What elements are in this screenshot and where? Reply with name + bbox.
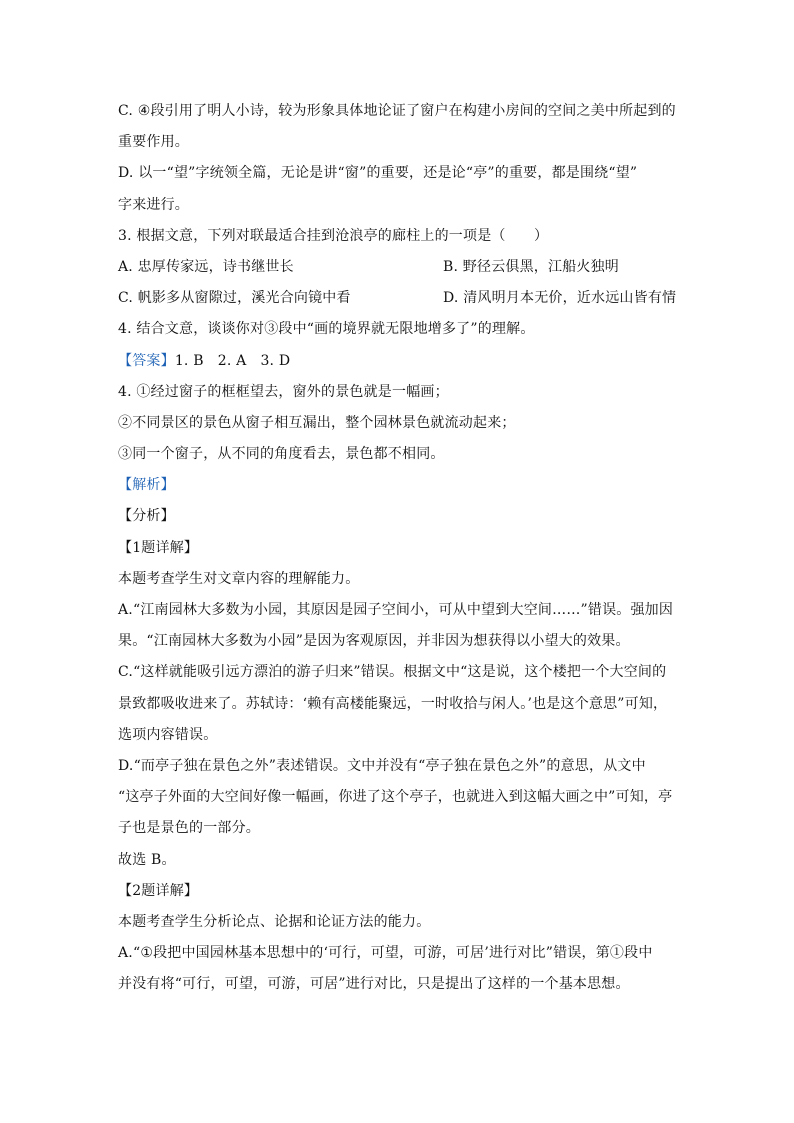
q1-option-c-line1: C. ④段引用了明人小诗，较为形象具体地论证了窗户在构建小房间的空间之美中所起到的 (118, 103, 676, 119)
q1-choice: 故选 B。 (118, 851, 176, 868)
q1-detail-a-line1: A.“江南园林大多数为小园，其原因是园子空间小，可从中望到大空间……”错误。强加因 (118, 602, 674, 618)
q1-detail-c-line1: C.“这样就能吸引远方漂泊的游子归来”错误。根据文中“这是说，这个楼把一个大空间的 (118, 664, 667, 681)
answer-2: 2. A (217, 352, 247, 369)
q1-option-d-line2: 字来进行。 (118, 196, 189, 213)
q3-option-c: C. 帆影多从窗隙过，溪光合向镜中看 (118, 290, 351, 307)
q3-stem: 3. 根据文意，下列对联最适合挂到沧浪亭的廊柱上的一项是（ ） (118, 227, 549, 244)
answer-4-line1: 4. ①经过窗子的框框望去，窗外的景色就是一幅画； (118, 383, 449, 400)
q1-option-d-line1: D. 以一“望”字统领全篇，无论是讲“窗”的重要，还是论“亭”的重要，都是围绕“望” (118, 165, 638, 182)
q1-detail-a-line2: 果。“江南园林大多数为小园”是因为客观原因，并非因为想获得以小望大的效果。 (118, 633, 630, 650)
q1-detail-intro: 本题考查学生对文章内容的理解能力。 (118, 570, 360, 587)
q3-options-row-1 (118, 252, 678, 283)
answer-1: 1. B (174, 352, 204, 369)
q3-option-b: B. 野径云俱黑，江船火独明 (443, 258, 619, 275)
q1-detail-d-line3: 子也是景色的一部分。 (118, 820, 260, 837)
analysis-fenxi-tag: 【分析】 (118, 508, 175, 525)
document-page (118, 96, 678, 1000)
q1-detail-d-line2: “这亭子外面的大空间好像一幅画，你进了这个亭子，也就进入到这幅大画之中”可知，亭 (118, 789, 673, 806)
analysis-tag: 【解析】 (118, 477, 175, 494)
q4-stem: 4. 结合文意，谈谈你对③段中“画的境界就无限地增多了”的理解。 (118, 321, 535, 338)
q2-detail-a-line2: 并没有将“可行，可望，可游，可居”进行对比，只是提出了这样的一个基本思想。 (118, 976, 630, 993)
answer-4-line2: ②不同景区的景色从窗子相互漏出，整个园林景色就流动起来； (118, 414, 516, 431)
q2-detail-a-line1: A.“①段把中国园林基本思想中的‘可行，可望，可游，可居’进行对比”错误，第①段中 (118, 945, 653, 962)
answer-tag: 【答案】 (118, 352, 175, 369)
q2-detail-title: 【2题详解】 (118, 882, 199, 899)
q1-detail-title: 【1题详解】 (118, 539, 199, 556)
q1-detail-c-line2: 景致都吸收进来了。苏轼诗：‘赖有高楼能聚远，一时收拾与闲人。’也是这个意思”可知， (118, 695, 668, 712)
q2-detail-intro: 本题考查学生分析论点、论据和论证方法的能力。 (118, 913, 431, 930)
q1-detail-d-line1: D.“而亭子独在景色之外”表述错误。文中并没有“亭子独在景色之外”的意思，从文中 (118, 757, 646, 774)
answer-line (118, 346, 678, 377)
q1-option-c-line2: 重要作用。 (118, 134, 189, 151)
answer-3: 3. D (260, 352, 291, 369)
q3-option-a: A. 忠厚传家远，诗书继世长 (118, 258, 294, 275)
q3-options-row-2 (118, 283, 678, 314)
q3-option-d: D. 清风明月本无价，近水远山皆有情 (443, 290, 677, 307)
q1-detail-c-line3: 选项内容错误。 (118, 726, 218, 743)
answer-4-line3: ③同一个窗子，从不同的角度看去，景色都不相同。 (118, 446, 445, 463)
